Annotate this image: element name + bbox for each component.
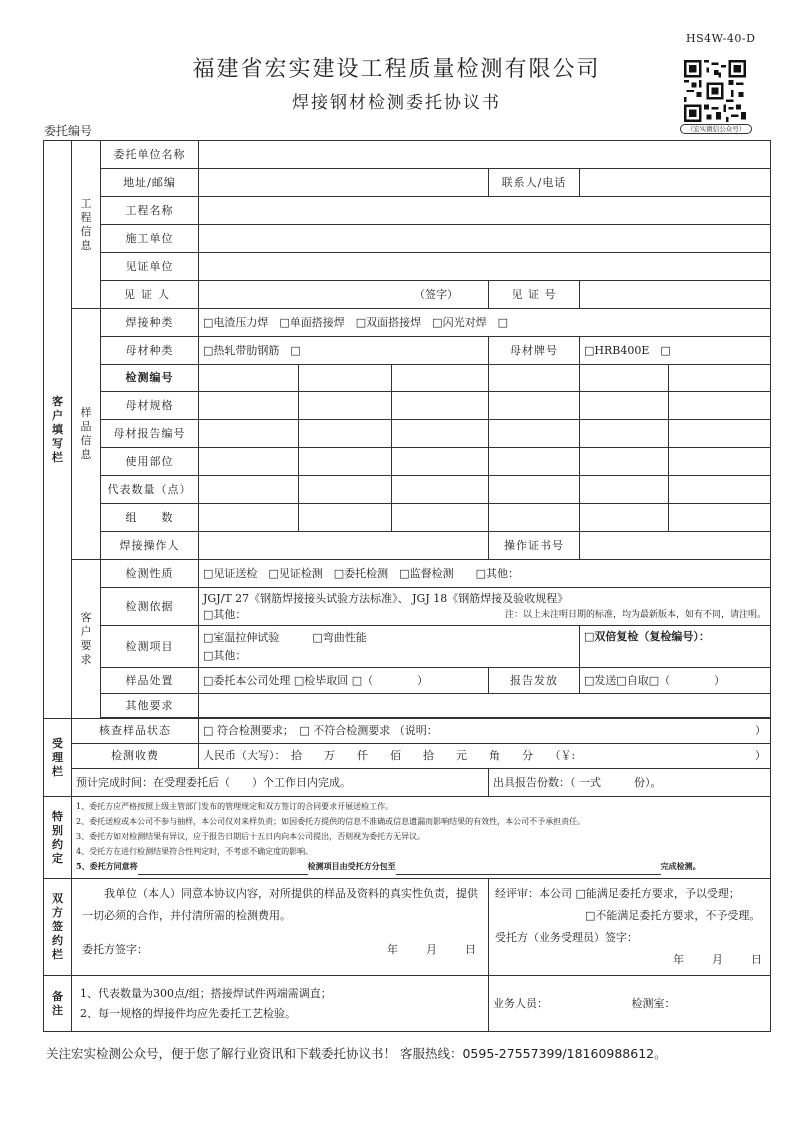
client-sign-date: 年 月 日	[387, 943, 478, 956]
usage-label: 使用部位	[101, 448, 199, 476]
disposal-label: 样品处置	[101, 668, 199, 694]
grid-cell[interactable]	[489, 420, 580, 448]
close-paren: ）	[755, 724, 766, 737]
items-other[interactable]: □其他：	[203, 648, 247, 662]
grid-cell[interactable]	[392, 448, 489, 476]
company-name: 福建省宏实建设工程质量检测有限公司	[192, 57, 601, 82]
grid-cell[interactable]	[489, 448, 580, 476]
grid-cell[interactable]	[669, 392, 771, 420]
report-issue-label: 报告发放	[489, 668, 580, 694]
grid-cell[interactable]	[669, 365, 771, 392]
grid-cell[interactable]	[299, 448, 392, 476]
special-line-4: 4、受托方在进行检测结果符合性判定时，不考虑不确定度的影响。	[76, 847, 314, 856]
grid-cell[interactable]	[199, 448, 299, 476]
grid-cell[interactable]	[392, 392, 489, 420]
grid-cell[interactable]	[299, 365, 392, 392]
project-name-label: 工程名称	[101, 197, 199, 225]
operator-field[interactable]	[199, 532, 489, 560]
nature-label: 检测性质	[101, 560, 199, 588]
close-paren: ）	[755, 749, 766, 762]
grid-cell[interactable]	[669, 504, 771, 532]
qr-code-icon	[684, 60, 746, 122]
grid-cell[interactable]	[489, 392, 580, 420]
grid-cell[interactable]	[669, 420, 771, 448]
client-agreement-text: 我单位（本人）同意本协议内容，对所提供的样品及资料的真实性负责，提供一切必须的合作，并付清所需的检测费用。	[82, 887, 478, 922]
special-blank-1[interactable]	[138, 859, 308, 875]
client-name-label: 委托单位名称	[101, 141, 199, 169]
brand-options[interactable]: □HRB400E □	[580, 337, 771, 365]
grid-cell[interactable]	[199, 476, 299, 504]
operator-label: 焊接操作人	[101, 532, 199, 560]
check-options[interactable]	[199, 719, 771, 744]
grid-cell[interactable]	[299, 420, 392, 448]
order-number-label: 委托编号	[44, 124, 93, 138]
agent-sign-label: 受托方（业务受理员）签字：	[495, 931, 638, 944]
basis-label: 检测依据	[101, 588, 199, 626]
fee-field[interactable]	[199, 744, 771, 769]
items-label: 检测项目	[101, 626, 199, 668]
section-requirement: 客户要求	[72, 560, 101, 719]
qr-caption: （宏实微信公众号）	[680, 124, 752, 134]
deadline-field[interactable]: 预计完成时间：在受理委托后（ ）个工作日内完成。	[72, 769, 489, 797]
section-project-info: 工程信息	[72, 141, 101, 309]
sign-hint: （签字）	[414, 287, 458, 301]
grid-cell[interactable]	[392, 365, 489, 392]
retest-option[interactable]: □双倍复检（复检编号）：	[580, 626, 771, 668]
check-options-text: □ 符合检测要求； □ 不符合检测要求 （说明：	[203, 724, 438, 737]
grid-cell[interactable]	[392, 420, 489, 448]
grid-cell[interactable]	[489, 504, 580, 532]
grid-cell[interactable]	[199, 392, 299, 420]
report-issue-options[interactable]: □发送□自取□（ ）	[580, 668, 771, 694]
group-label: 组 数	[101, 504, 199, 532]
remark-1: 1、代表数量为300点/组；搭接焊试件两端需调直；	[80, 986, 332, 1000]
agent-sign-date: 年 月 日	[673, 953, 764, 966]
witness-no-label: 见 证 号	[489, 281, 580, 309]
basis-other[interactable]: □其他：	[203, 607, 247, 621]
witness-no-field[interactable]	[580, 281, 771, 309]
commission-form	[43, 140, 771, 1032]
check-label: 核查样品状态	[72, 719, 199, 744]
address-label: 地址/邮编	[101, 169, 199, 197]
brand-label: 母材牌号	[489, 337, 580, 365]
section-sample-info: 样品信息	[72, 309, 101, 560]
basis-note: 注：以上未注明日期的标准，均为最新版本，如有不同，请注明。	[504, 609, 766, 620]
base-type-label: 母材种类	[101, 337, 199, 365]
base-type-options[interactable]: □热轧带肋钢筋 □	[199, 337, 489, 365]
review-text-2[interactable]: □不能满足委托方要求，不予受理。	[585, 909, 761, 922]
special-line-3: 3、委托方如对检测结果有异议，应于报告日期后十五日内向本公司提出，否则视为委托方无异议。	[76, 832, 426, 841]
grid-cell[interactable]	[580, 365, 669, 392]
witness-label: 见证人	[101, 281, 199, 309]
grid-cell[interactable]	[392, 504, 489, 532]
footer-note: 关注宏实检测公众号，便于您了解行业资讯和下载委托协议书！ 客服热线：0595-27557399/18160988612。	[46, 1046, 667, 1061]
special-line-5c: 完成检测。	[660, 861, 701, 871]
remark-2: 2、每一规格的焊接件均应先委托工艺检验。	[80, 1006, 296, 1020]
contact-label: 联系人/电话	[489, 169, 580, 197]
builder-label: 施工单位	[101, 225, 199, 253]
builder-field[interactable]	[199, 225, 771, 253]
special-line-2: 2、委托送检或本公司不参与抽样，本公司仅对来样负责；如因委托方提供的信息不准确或信息遗漏而影响结果的有效性，本公司不予承担责任。	[76, 817, 586, 826]
grid-cell[interactable]	[580, 448, 669, 476]
document-code: HS4W-40-D	[686, 32, 756, 45]
disposal-options[interactable]: □委托本公司处理 □检毕取回 □（ ）	[199, 668, 489, 694]
witness-sign-field[interactable]	[199, 281, 489, 309]
witness-unit-field[interactable]	[199, 253, 771, 281]
nature-options[interactable]: □见证送检 □见证检测 □委托检测 □监督检测 □其他：	[199, 560, 771, 588]
section-customer: 客户填写栏	[44, 141, 72, 719]
special-line-1: 1、委托方应严格按照上级主管部门发布的管理规定和双方签订的合同要求开展送检工作。	[76, 802, 394, 811]
special-line-5a: 5、委托方同意将	[76, 861, 138, 871]
other-label: 其他要求	[101, 694, 199, 718]
other-field[interactable]	[199, 694, 771, 718]
lab-label: 检测室：	[631, 996, 676, 1010]
spec-label: 母材规格	[101, 392, 199, 420]
fee-text: 人民币（大写）： 拾 万 仟 佰 拾 元 角 分 （￥:	[203, 749, 576, 762]
items-options[interactable]: □室温拉伸试验 □弯曲性能	[203, 630, 367, 644]
section-both-sign: 双方签约栏	[44, 879, 72, 976]
grid-cell[interactable]	[299, 392, 392, 420]
grid-cell[interactable]	[580, 476, 669, 504]
client-name-field[interactable]	[199, 141, 771, 169]
document-title: 焊接钢材检测委托协议书	[292, 93, 501, 113]
grid-cell[interactable]	[392, 476, 489, 504]
grid-cell[interactable]	[580, 392, 669, 420]
special-blank-2[interactable]	[396, 859, 661, 875]
grid-cell[interactable]	[199, 504, 299, 532]
grid-cell[interactable]	[669, 476, 771, 504]
staff-label: 业务人员：	[493, 996, 548, 1010]
special-line-5b: 检测项目由受托方分包至	[307, 861, 396, 871]
grid-cell[interactable]	[199, 420, 299, 448]
section-special: 特别约定	[44, 797, 72, 879]
grid-cell[interactable]	[299, 476, 392, 504]
cert-no-field[interactable]	[580, 532, 771, 560]
fee-label: 检测收费	[72, 744, 199, 769]
grid-cell[interactable]	[580, 420, 669, 448]
grid-cell[interactable]	[489, 476, 580, 504]
report-no-label: 母材报告编号	[101, 420, 199, 448]
section-remark: 备注	[44, 976, 72, 1032]
client-sign-label: 委托方签字：	[82, 943, 148, 956]
test-no-label: 检测编号	[101, 365, 199, 392]
grid-cell[interactable]	[489, 365, 580, 392]
section-accept: 受理栏	[44, 719, 72, 797]
basis-standard: JGJ/T 27《钢筋焊接接头试验方法标准》、 JGJ 18《钢筋焊接及验收规程》	[203, 591, 569, 605]
weld-type-options[interactable]: □电渣压力焊 □单面搭接焊 □双面搭接焊 □闪光对焊 □	[199, 309, 771, 337]
review-text[interactable]: 经评审：本公司 □能满足委托方要求，予以受理；	[495, 887, 740, 900]
project-name-field[interactable]	[199, 197, 771, 225]
cert-no-label: 操作证书号	[489, 532, 580, 560]
grid-cell[interactable]	[669, 448, 771, 476]
grid-cell[interactable]	[299, 504, 392, 532]
witness-unit-label: 见证单位	[101, 253, 199, 281]
grid-cell[interactable]	[580, 504, 669, 532]
address-field[interactable]	[199, 169, 489, 197]
copies-field[interactable]: 出具报告份数：（ 一式 份）。	[489, 769, 771, 797]
contact-field[interactable]	[580, 169, 771, 197]
weld-type-label: 焊接种类	[101, 309, 199, 337]
quantity-label: 代表数量（点）	[101, 476, 199, 504]
grid-cell[interactable]	[199, 365, 299, 392]
